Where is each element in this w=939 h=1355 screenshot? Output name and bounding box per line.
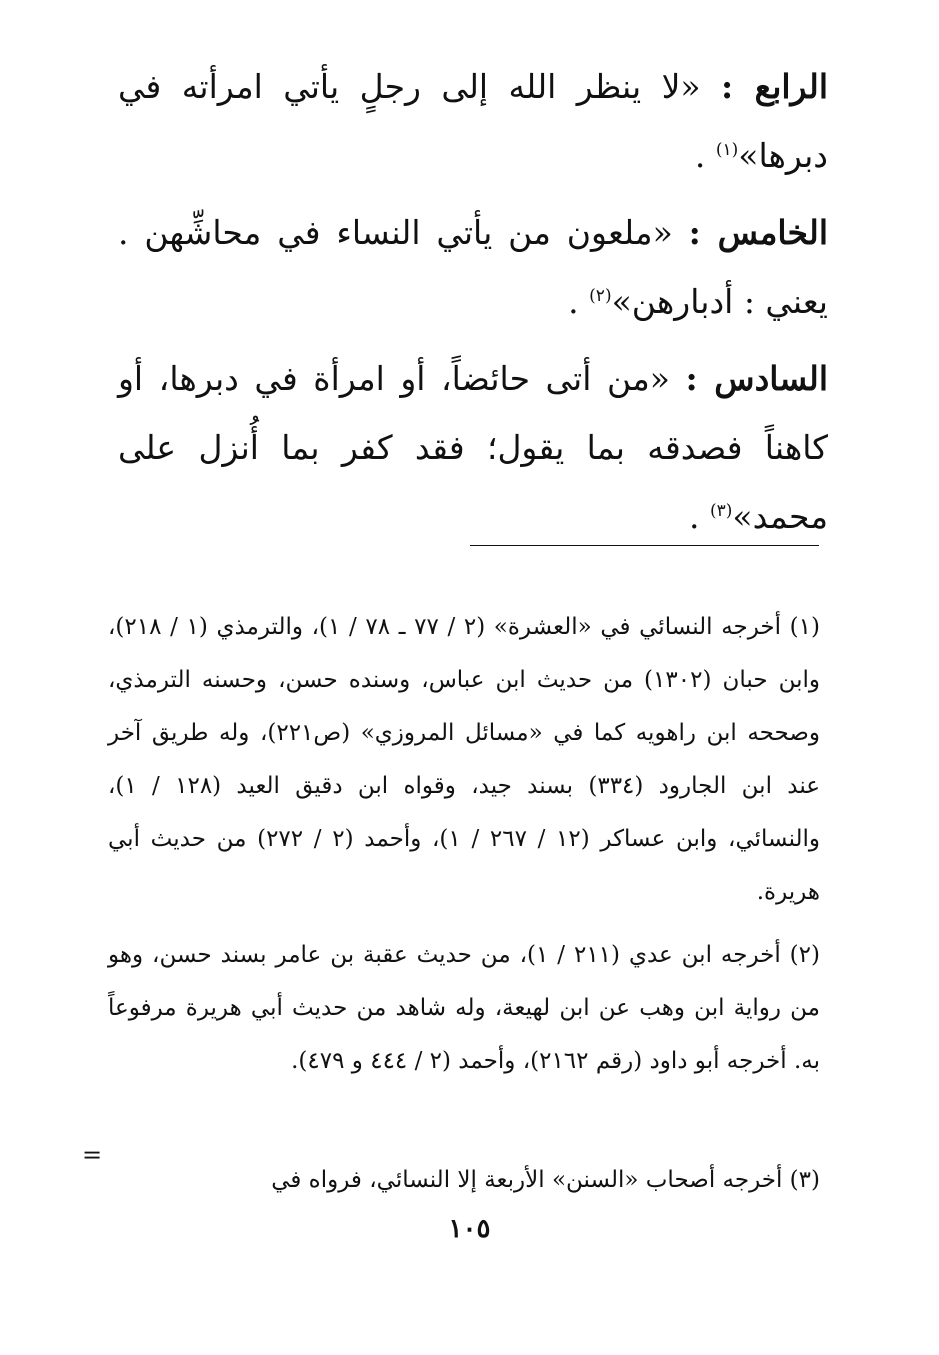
- paragraph-end: .: [694, 136, 706, 175]
- paragraph-text: «لا ينظر الله إلى رجلٍ يأتي امرأته في دبرها»: [118, 67, 828, 175]
- paragraph-label: الخامس :: [688, 213, 828, 252]
- footnote-1: (١) أخرجه النسائي في «العشرة» (٢ / ٧٧ ـ ٧٨ / ١)، والترمذي (١ / ٢١٨)، وابن حبان (١٣٠٢) من حديث ابن عباس، وسنده حسن، وحسنه الترمذي، وصححه ابن راهويه كما في «مسائل المروزي» (ص٢٢١)، وله طريق آخر عند ابن الجارود (٣٣٤) بسند جيد، وقواه ابن دقيق العيد (١٢٨ / ١)، والنسائي، وابن عساكر (١٢ / ٢٦٧ / ١)، وأحمد (٢ / ٢٧٢) من حديث أبي هريرة.: [108, 614, 821, 905]
- footnote-2: (٢) أخرجه ابن عدي (٢١١ / ١)، من حديث عقبة بن عامر بسند حسن، وهو من رواية ابن وهب عن ابن لهيعة، وله شاهد من حديث أبي هريرة مرفوعاً به. أخرجه أبو داود (رقم ٢١٦٢)، وأحمد (٢ / ٤٤٤ و ٤٧٩).: [108, 942, 821, 1074]
- paragraph-label: الرابع :: [721, 67, 828, 106]
- paragraph-label: السادس :: [685, 359, 828, 398]
- paragraph-end: .: [689, 497, 700, 536]
- footnote-3: (٣) أخرجه أصحاب «السنن» الأربعة إلا النسائي، فرواه في: [271, 1167, 820, 1193]
- paragraph-text: «من أتى حائضاً، أو امرأة في دبرها، أو كاهناً فصدقه بما يقول؛ فقد كفر بما أُنزل على محمد»: [118, 359, 828, 536]
- paragraph-fifth: [118, 198, 828, 336]
- footnote-ref[interactable]: (١): [715, 140, 739, 160]
- continuation-mark: =: [82, 1141, 103, 1169]
- paragraph-text: «ملعون من يأتي النساء في محاشِّهن . يعني : أدبارهن»: [118, 213, 828, 321]
- paragraph-fourth: [118, 52, 828, 190]
- footnote-ref[interactable]: (٣): [710, 501, 733, 521]
- paragraph-end: .: [568, 282, 579, 321]
- footnote-separator: [470, 545, 819, 546]
- main-text: [118, 52, 828, 559]
- paragraph-sixth: [118, 344, 828, 551]
- page-number: ١٠٥: [448, 1214, 491, 1244]
- footnote-ref[interactable]: (٢): [589, 286, 612, 306]
